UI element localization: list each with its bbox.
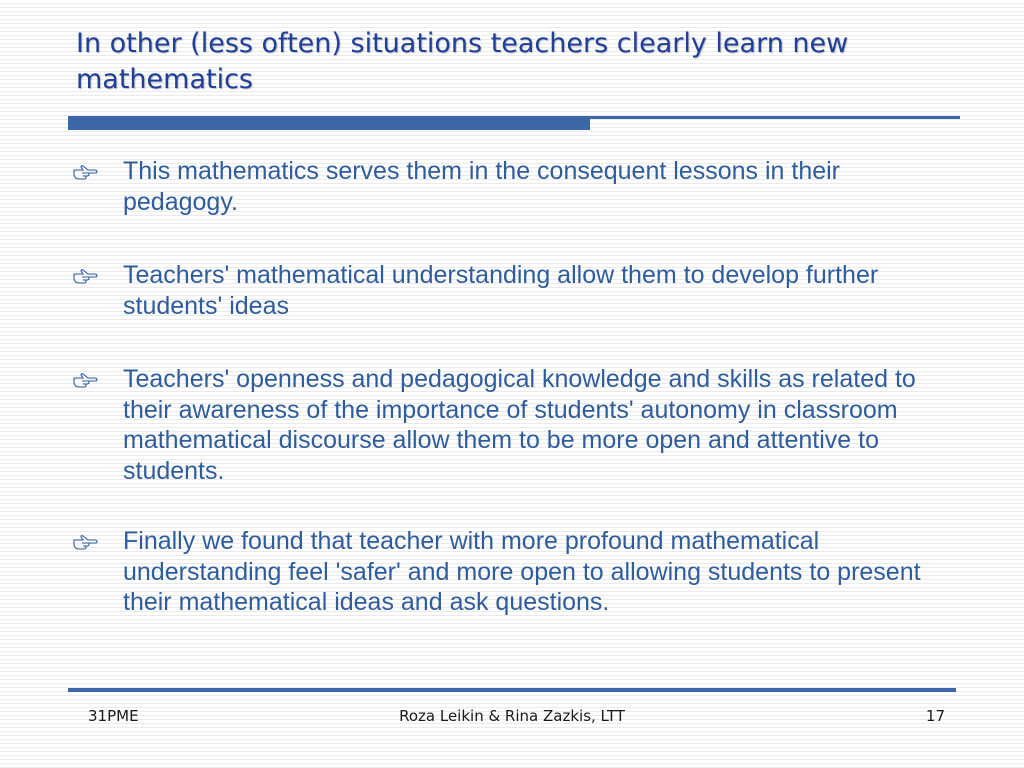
bullet-text: Teachers' openness and pedagogical knowledge and skills as related to their awareness of the importance of students' autonomy in classroom mathematical discourse allow them to be more open and attentive to students. [123,365,916,485]
page-number: 17 [925,707,945,725]
bullet-item [72,364,952,486]
pointing-hand-icon [72,266,98,286]
pointing-hand-icon [72,162,98,182]
bullet-item [72,260,952,321]
title-divider-thick [68,117,590,130]
footer-authors: Roza Leikin & Rina Zazkis, LTT [399,707,625,725]
bullet-text: Finally we found that teacher with more profound mathematical understanding feel 'safer' and more open to allowing students to present their mathematical ideas and ask questions. [123,527,921,616]
bullet-item [72,526,952,618]
pointing-hand-icon [72,370,98,390]
bullet-text: Teachers' mathematical understanding allow them to develop further students' ideas [123,261,879,320]
bullet-item [72,156,952,217]
footer-conference: 31PME [88,707,139,725]
slide-title: In other (less often) situations teachers clearly learn new mathematics [76,28,849,95]
bullet-list [72,156,952,618]
footer-divider [68,688,956,692]
pointing-hand-icon [72,532,98,552]
bullet-text: This mathematics serves them in the consequent lessons in their pedagogy. [123,157,841,216]
